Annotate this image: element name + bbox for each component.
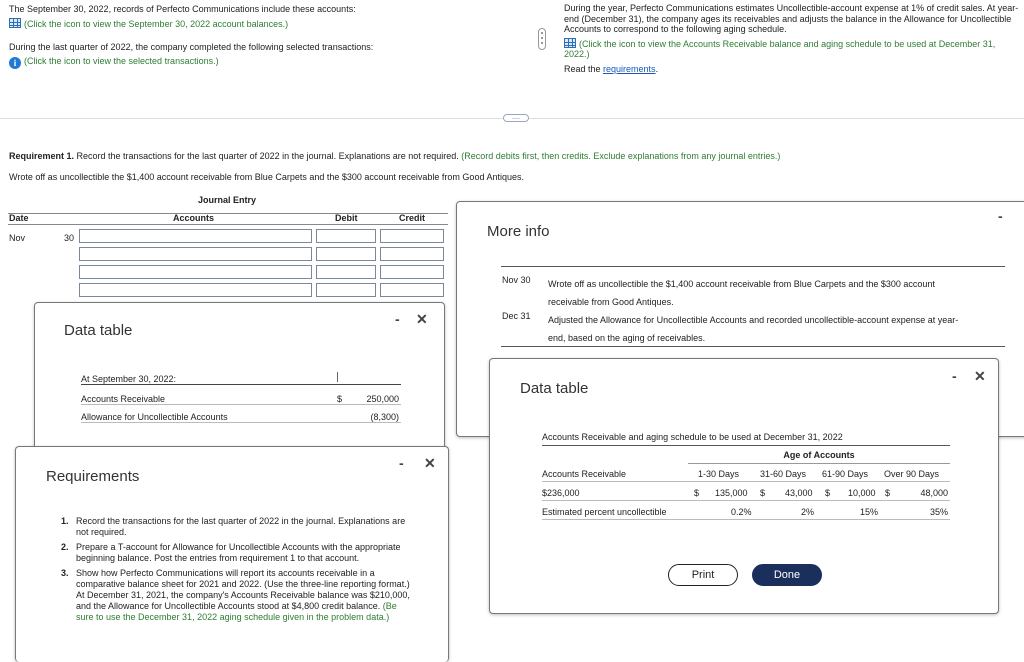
journal-header-rule [8, 213, 448, 214]
journal-col-debit: Debit [335, 213, 358, 223]
currency-sign: $ [825, 488, 831, 498]
cell-value: 10,000 [848, 488, 876, 498]
read-prefix: Read the [564, 63, 604, 74]
balance-row-value: (8,300) [370, 412, 399, 422]
credit-input-3[interactable] [380, 265, 444, 279]
list-item [61, 542, 411, 564]
row-label: Accounts Receivable [542, 469, 627, 479]
account-balances-link[interactable] [9, 18, 529, 29]
info-row-date: Nov 30 [502, 275, 531, 285]
read-requirements-line [564, 64, 1022, 75]
balance-row-value: 250,000 [366, 394, 399, 404]
credit-input-1[interactable] [380, 229, 444, 243]
vertical-splitter-handle[interactable] [538, 28, 546, 50]
balances-heading-text: At September 30, 2022: [81, 374, 177, 384]
list-item-body [76, 568, 411, 623]
requirement-text: Record the transactions for the last quarter of 2022 in the journal. Explanations are not required. [74, 151, 459, 161]
info-row-text: Adjusted the Allowance for Uncollectible Accounts and recorded uncollectible-account expense at year-end, based on the aging of receivables. [548, 315, 959, 343]
journal-col-credit: Credit [399, 213, 426, 223]
cell-value: 43,000 [785, 488, 813, 498]
list-item-note: (Be sure to use the December 31, 2022 aging schedule given in the problem data.) [76, 601, 397, 622]
minimize-icon[interactable]: - [399, 455, 404, 471]
minimize-icon[interactable]: - [395, 311, 400, 327]
row-label: Estimated percent uncollectible [542, 507, 667, 517]
balance-row [81, 412, 401, 423]
balance-row-label: Accounts Receivable [81, 394, 166, 404]
requirement-task: Wrote off as uncollectible the $1,400 account receivable from Blue Carpets and the $300 account receivable from Good Antiques. [9, 172, 524, 182]
minimize-icon[interactable]: - [998, 208, 1003, 224]
journal-col-date: Date [9, 213, 29, 223]
info-icon[interactable]: i [9, 57, 21, 69]
requirement-label: Requirement 1. [9, 151, 75, 161]
currency-sign: $ [694, 488, 700, 498]
aging-caption: Accounts Receivable and aging schedule to be used at December 31, 2022 [542, 432, 843, 442]
account-input-1[interactable] [79, 229, 312, 243]
aging-percent-row [542, 507, 950, 520]
journal-col-accounts: Accounts [173, 213, 215, 223]
minimize-icon[interactable]: - [952, 368, 957, 384]
requirement-instruction: (Record debits first, then credits. Exclude explanations from any journal entries.) [458, 151, 781, 161]
list-item-number: 1. [61, 516, 69, 526]
question-aging-info [564, 3, 1022, 74]
data-table-dialog-right [489, 358, 999, 614]
column-header: 61-90 Days [822, 469, 869, 479]
account-input-3[interactable] [79, 265, 312, 279]
debit-input-2[interactable] [316, 247, 376, 261]
debit-input-3[interactable] [316, 265, 376, 279]
credit-input-4[interactable] [380, 283, 444, 297]
aging-amount-row [542, 488, 950, 501]
balance-row [81, 394, 401, 405]
table-icon[interactable] [564, 38, 576, 48]
aging-paragraph: During the year, Perfecto Communications estimates Uncollectible-account expense at 1% of credit sales. At year-end (December 31), the company ages its receivables and adjusts the balance in the Allowance for Uncollectible Accounts to correspond to the following aging schedule. [564, 3, 1019, 34]
requirements-dialog [15, 446, 449, 662]
cell-value: 35% [929, 507, 948, 517]
list-item [61, 568, 411, 623]
dialog-title: Requirements [46, 468, 140, 485]
journal-month: Nov [9, 233, 26, 243]
dialog-title: Data table [520, 380, 589, 397]
aging-header-row [542, 469, 950, 482]
debit-input-4[interactable] [316, 283, 376, 297]
dialog-title: More info [487, 223, 550, 240]
intro-line-1: The September 30, 2022, records of Perfecto Communications include these accounts: [9, 4, 356, 14]
print-button[interactable]: Print [668, 564, 738, 586]
balance-row-sign: $ [337, 394, 343, 404]
transactions-link-text[interactable]: (Click the icon to view the selected transactions.) [24, 56, 219, 66]
done-button[interactable]: Done [752, 564, 822, 586]
info-row-text: Wrote off as uncollectible the $1,400 account receivable from Blue Carpets and the $300 account receivable from Good Antiques. [548, 279, 935, 307]
list-item-number: 3. [61, 568, 69, 578]
account-balances-link-text[interactable]: (Click the icon to view the September 30, 2022 account balances.) [24, 19, 289, 29]
info-bottom-rule [501, 346, 1005, 347]
journal-day: 30 [64, 233, 75, 243]
journal-title: Journal Entry [198, 195, 257, 205]
column-header: 1-30 Days [698, 469, 740, 479]
close-icon[interactable]: ✕ [416, 311, 428, 327]
credit-input-2[interactable] [380, 247, 444, 261]
balances-heading [81, 374, 401, 385]
aging-schedule-link-text[interactable]: (Click the icon to view the Accounts Receivable balance and aging schedule to be used at December 31, 2022.) [564, 38, 996, 59]
aging-top-rule [542, 445, 950, 446]
cell-value: 15% [860, 507, 879, 517]
age-header: Age of Accounts [783, 450, 855, 460]
cell-value: 48,000 [920, 488, 948, 498]
list-item [61, 516, 411, 538]
intro-line-2: During the last quarter of 2022, the company completed the following selected transactions: [9, 42, 374, 52]
account-input-2[interactable] [79, 247, 312, 261]
info-top-rule [501, 266, 1005, 267]
age-header-rule [688, 463, 950, 464]
list-item-number: 2. [61, 542, 69, 552]
requirements-link[interactable]: requirements [603, 63, 656, 74]
dialog-title: Data table [64, 322, 133, 339]
debit-input-1[interactable] [316, 229, 376, 243]
list-item-text: Show how Perfecto Communications will report its accounts receivable in a comparative balance sheet for 2021 and 2022. (Use the three-line reporting format.) At December 31, 2021, the company's Accounts Receivable balance was $210,000, and the Allowance for Uncollectible Accounts stood at $4,800 credit balance. [76, 568, 410, 611]
close-icon[interactable]: ✕ [974, 368, 986, 384]
list-item-text: Record the transactions for the last quarter of 2022 in the journal. Explanations are not required. [76, 516, 406, 537]
cell-value: 0.2% [731, 507, 752, 517]
column-header: 31-60 Days [760, 469, 807, 479]
horizontal-splitter-handle[interactable]: .... [503, 114, 529, 122]
balance-row-label: Allowance for Uncollectible Accounts [81, 412, 228, 422]
info-row-date: Dec 31 [502, 311, 531, 321]
row-label: $236,000 [542, 488, 580, 498]
requirement-1 [9, 151, 1009, 161]
aging-schedule-link[interactable] [564, 38, 1022, 60]
cell-value: 135,000 [715, 488, 748, 498]
table-icon[interactable] [9, 18, 21, 28]
close-icon[interactable]: ✕ [424, 455, 436, 471]
currency-sign: $ [760, 488, 766, 498]
list-item-text: Prepare a T-account for Allowance for Uncollectible Accounts with the appropriate beginning balance. Post the entries from requirement 1 to that account. [76, 542, 401, 563]
read-suffix: . [655, 63, 659, 74]
transactions-link[interactable] [9, 56, 529, 69]
currency-sign: $ [885, 488, 891, 498]
requirements-list [61, 516, 411, 623]
cell-value: 2% [801, 507, 815, 517]
account-input-4[interactable] [79, 283, 312, 297]
journal-header-rule-bottom [8, 224, 448, 225]
column-header: Over 90 Days [884, 469, 940, 479]
column-tick [337, 372, 338, 382]
question-intro [9, 4, 529, 69]
